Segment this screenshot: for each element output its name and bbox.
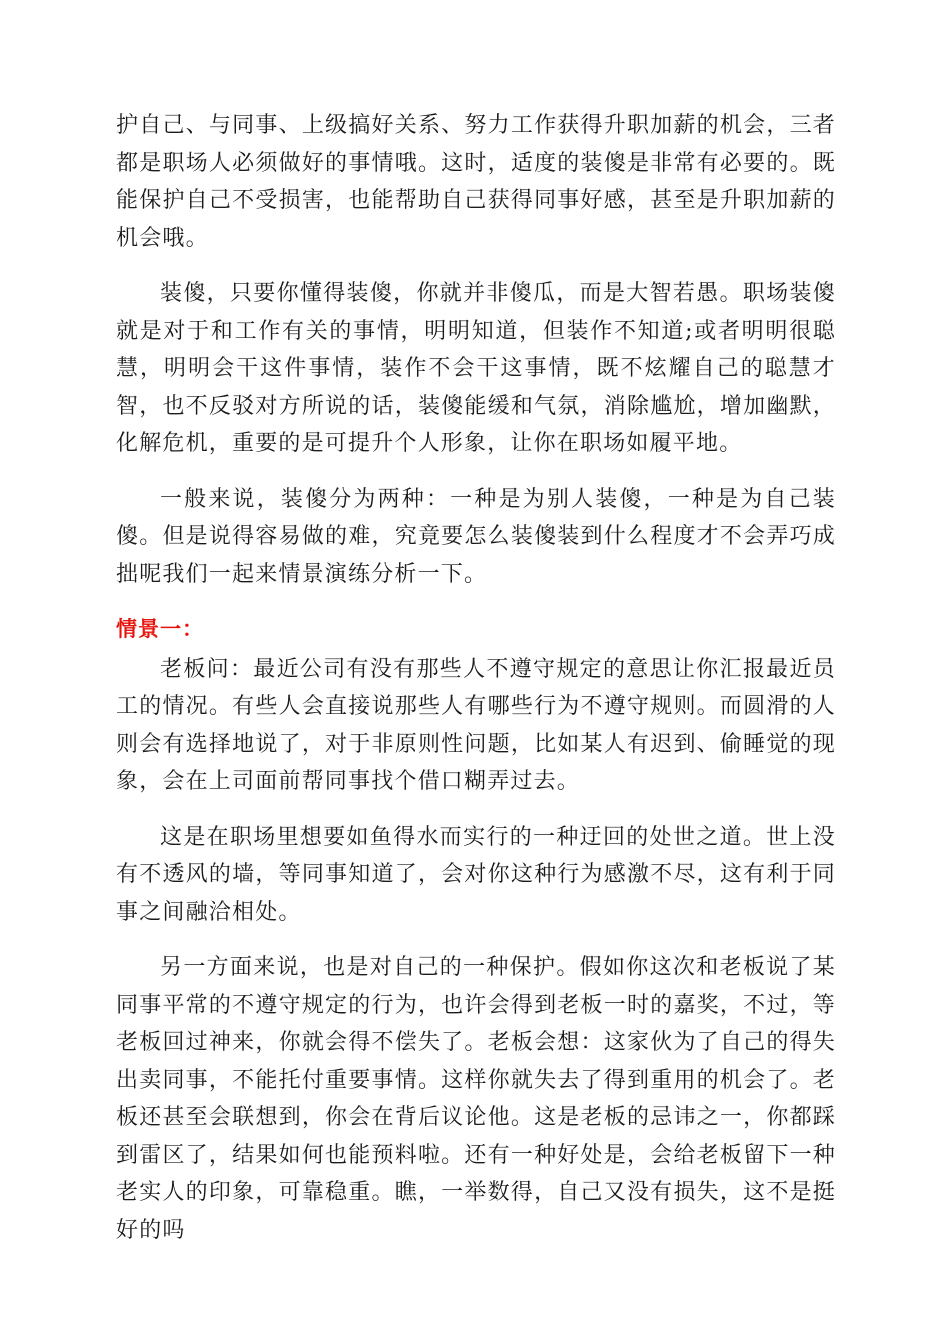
paragraph-boss-question: 老板问：最近公司有没有那些人不遵守规定的意思让你汇报最近员工的情况。有些人会直接说那些人有哪些行为不遵守规则。而圆滑的人则会有选择地说了，对于非原则性问题，比如某人有迟到、偷睡觉的现象，会在上司面前帮同事找个借口糊弄过去。 [116, 656, 836, 794]
paragraph-self-protection: 另一方面来说，也是对自己的一种保护。假如你这次和老板说了某同事平常的不遵守规定的行为，也许会得到老板一时的嘉奖，不过，等老板回过神来，你就会得不偿失了。老板会想：这家伙为了自己的得失出卖同事，不能托付重要事情。这样你就失去了得到重用的机会了。老板还甚至会联想到，你会在背后议论他。这是老板的忌讳之一，你都踩到雷区了，结果如何也能预料啦。还有一种好处是，会给老板留下一种老实人的印象，可靠稳重。瞧，一举数得，自己又没有损失，这不是挺好的吗 [116, 955, 836, 1243]
document-page [116, 107, 836, 1267]
paragraph-intro: 护自己、与同事、上级搞好关系、努力工作获得升职加薪的机会，三者都是职场人必须做好的事情哦。这时，适度的装傻是非常有必要的。既能保护自己不受损害，也能帮助自己获得同事好感，甚至是升职加薪的机会哦。 [116, 113, 836, 251]
paragraph-zhuangsha-definition: 装傻，只要你懂得装傻，你就并非傻瓜，而是大智若愚。职场装傻就是对于和工作有关的事情，明明知道，但装作不知道;或者明明很聪慧，明明会干这件事情，装作不会干这事情，既不炫耀自己的聪慧才智，也不反驳对方所说的话，装傻能缓和气氛，消除尴尬，增加幽默，化解危机，重要的是可提升个人形象，让你在职场如履平地。 [116, 281, 836, 456]
paragraph-two-types: 一般来说，装傻分为两种：一种是为别人装傻，一种是为自己装傻。但是说得容易做的难，究竟要怎么装傻装到什么程度才不会弄巧成拙呢我们一起来情景演练分析一下。 [116, 486, 836, 587]
section-heading-scenario-one: 情景一： [116, 617, 204, 641]
paragraph-workplace-wisdom: 这是在职场里想要如鱼得水而实行的一种迂回的处世之道。世上没有不透风的墙，等同事知道了，会对你这种行为感激不尽，这有利于同事之间融洽相处。 [116, 824, 836, 925]
